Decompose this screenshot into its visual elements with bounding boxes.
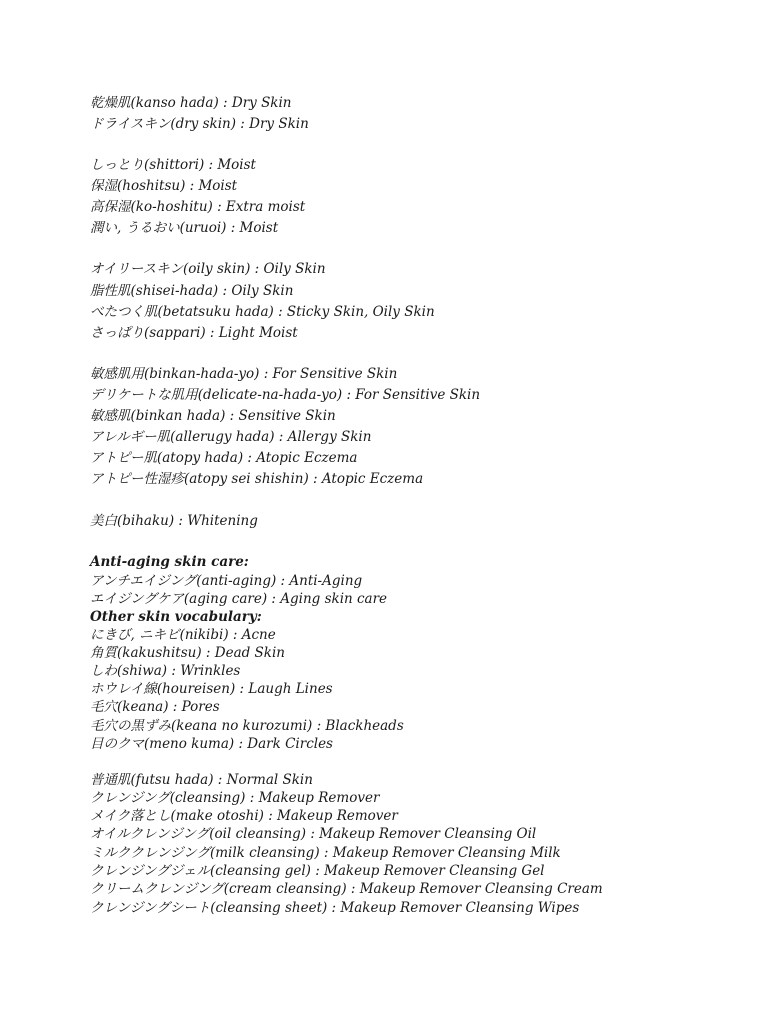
- vocab-line-oil-cleansing: オイルクレンジング(oil cleansing) : Makeup Remover Cleansing Oil: [90, 826, 537, 842]
- vocab-line-cleansing: クレンジング(cleansing) : Makeup Remover: [90, 790, 380, 806]
- vocab-line-keana: 毛穴(keana) : Pores: [90, 699, 220, 715]
- vocab-line-kakushitsu: 角質(kakushitsu) : Dead Skin: [90, 645, 285, 661]
- vocab-line-futsu-hada: 普通肌(futsu hada) : Normal Skin: [90, 772, 313, 788]
- section-heading-other-vocabulary: Other skin vocabulary:: [90, 609, 262, 625]
- vocab-line-allerugy-hada: アレルギー肌(allerugy hada) : Allergy Skin: [90, 429, 372, 445]
- vocab-line-hoshitsu: 保湿(hoshitsu) : Moist: [90, 178, 238, 194]
- vocab-line-meno-kuma: 目のクマ(meno kuma) : Dark Circles: [90, 736, 333, 752]
- vocab-line-shiwa: しわ(shiwa) : Wrinkles: [90, 663, 241, 679]
- vocab-line-oily-skin: オイリースキン(oily skin) : Oily Skin: [90, 261, 326, 277]
- vocab-line-milk-cleansing: ミルククレンジング(milk cleansing) : Makeup Remover Cleansing Milk: [90, 845, 561, 861]
- vocab-line-cleansing-sheet: クレンジングシート(cleansing sheet) : Makeup Remover Cleansing Wipes: [90, 900, 580, 916]
- vocab-line-nikibi: にきび, ニキビ(nikibi) : Acne: [90, 627, 276, 643]
- section-heading-anti-aging: Anti-aging skin care:: [90, 554, 249, 570]
- vocab-line-shittori: しっとり(shittori) : Moist: [90, 157, 256, 173]
- vocab-line-keana-no-kurozumi: 毛穴の黒ずみ(keana no kurozumi) : Blackheads: [90, 718, 404, 734]
- vocab-line-anti-aging: アンチエイジング(anti-aging) : Anti-Aging: [90, 573, 363, 589]
- vocab-line-ko-hoshitu: 高保湿(ko-hoshitu) : Extra moist: [90, 199, 306, 215]
- vocab-line-cleansing-gel: クレンジングジェル(cleansing gel) : Makeup Remover Cleansing Gel: [90, 863, 545, 879]
- vocab-line-atopy-sei-shishin: アトピー性湿疹(atopy sei shishin) : Atopic Eczema: [90, 471, 424, 487]
- vocab-line-binkan-hada: 敏感肌(binkan hada) : Sensitive Skin: [90, 408, 336, 424]
- vocab-line-aging-care: エイジングケア(aging care) : Aging skin care: [90, 591, 388, 607]
- vocab-line-sappari: さっぱり(sappari) : Light Moist: [90, 325, 298, 341]
- vocab-line-kanso-hada: 乾燥肌(kanso hada) : Dry Skin: [90, 95, 292, 111]
- vocab-line-houreisen: ホウレイ線(houreisen) : Laugh Lines: [90, 681, 333, 697]
- vocab-line-cream-cleansing: クリームクレンジング(cream cleansing) : Makeup Remover Cleansing Cream: [90, 881, 603, 897]
- vocab-line-make-otoshi: メイク落とし(make otoshi) : Makeup Remover: [90, 808, 398, 824]
- vocab-line-delicate-na-hada-yo: デリケートな肌用(delicate-na-hada-yo) : For Sensitive Skin: [90, 387, 481, 403]
- vocab-line-uruoi: 潤い, うるおい(uruoi) : Moist: [90, 220, 279, 236]
- vocab-line-atopy-hada: アトピー肌(atopy hada) : Atopic Eczema: [90, 450, 358, 466]
- vocab-line-dry-skin: ドライスキン(dry skin) : Dry Skin: [90, 116, 309, 132]
- vocab-line-bihaku: 美白(bihaku) : Whitening: [90, 513, 258, 529]
- vocab-line-binkan-hada-yo: 敏感肌用(binkan-hada-yo) : For Sensitive Skin: [90, 366, 398, 382]
- vocab-line-shisei-hada: 脂性肌(shisei-hada) : Oily Skin: [90, 283, 294, 299]
- vocab-line-betatsuku-hada: べたつく肌(betatsuku hada) : Sticky Skin, Oily Skin: [90, 304, 435, 320]
